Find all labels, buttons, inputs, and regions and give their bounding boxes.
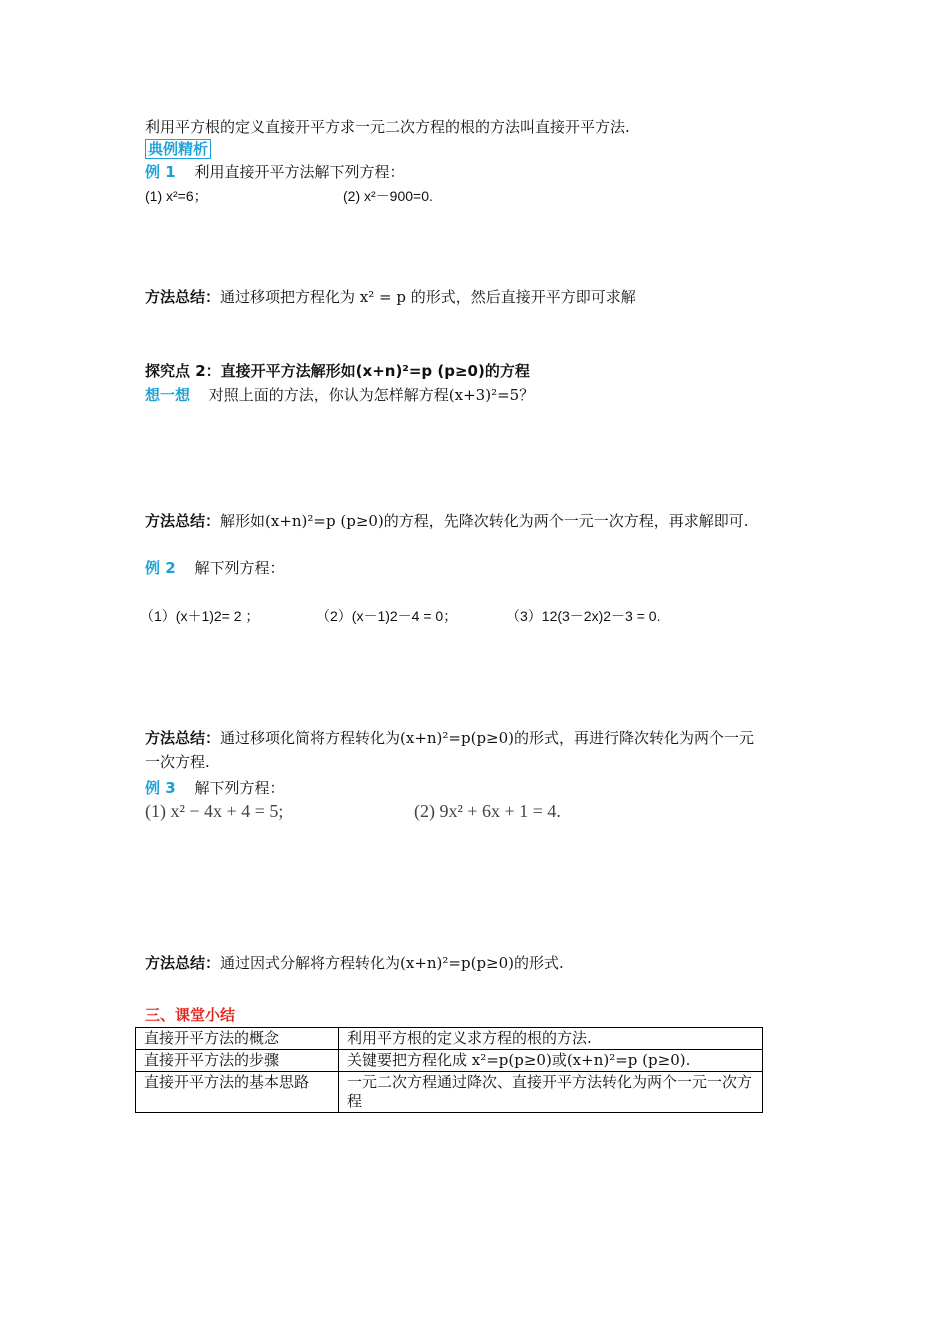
- example1-line: [145, 161, 404, 182]
- think-label: 想一想: [145, 386, 191, 404]
- example3-text: 解下列方程：: [194, 779, 285, 797]
- example2-item-3: （3）12(3－2x)2－3 = 0.: [506, 608, 661, 624]
- example2-text: 解下列方程：: [194, 559, 285, 577]
- example1-item-1: (1) x²=6；: [145, 188, 208, 204]
- method3-line1: 通过移项化简将方程转化为(x+n)²=p(p≥0)的形式，再进行降次转化为两个一元: [220, 729, 755, 747]
- example1-label: 例 1: [145, 163, 176, 181]
- method1-text: 通过移项把方程化为 x² = p 的形式，然后直接开平方即可求解: [220, 288, 636, 306]
- method2-label: 方法总结：: [145, 512, 221, 530]
- example2-item-1: （1）(x＋1)2= 2 ；: [140, 608, 260, 624]
- table-cell-value: 利用平方根的定义求方程的根的方法.: [339, 1028, 763, 1050]
- table-row: [136, 1072, 763, 1113]
- example2-line: [145, 557, 284, 578]
- method-summary-2: [145, 510, 749, 531]
- summary-table: [135, 1027, 763, 1113]
- example1-text: 利用直接开平方法解下列方程：: [194, 163, 405, 181]
- example3-line: [145, 777, 284, 798]
- method4-label: 方法总结：: [145, 954, 221, 972]
- table-cell-value: 关键要把方程化成 x²=p(p≥0)或(x+n)²=p (p≥0).: [339, 1050, 763, 1072]
- method-summary-3: [145, 727, 754, 748]
- example3-item-1: (1) x² − 4x + 4 = 5;: [145, 801, 284, 821]
- table-cell-value: 一元二次方程通过降次、直接开平方法转化为两个一元一次方程: [339, 1072, 763, 1113]
- table-cell-key: 直接开平方法的概念: [136, 1028, 339, 1050]
- method1-label: 方法总结：: [145, 288, 221, 306]
- example3-label: 例 3: [145, 779, 176, 797]
- table-row: [136, 1028, 763, 1050]
- section-heading: [145, 138, 211, 159]
- table-cell-key: 直接开平方法的步骤: [136, 1050, 339, 1072]
- example2-item-2: （2）(x－1)2－4 = 0；: [316, 608, 458, 624]
- explore-point-2-heading: 探究点 2：直接开平方法解形如(x+n)²=p (p≥0)的方程: [145, 362, 530, 380]
- example2-label: 例 2: [145, 559, 176, 577]
- table-row: [136, 1050, 763, 1072]
- method3-line2: 一次方程.: [145, 753, 210, 771]
- table-cell-key: 直接开平方法的基本思路: [136, 1072, 339, 1113]
- method2-text: 解形如(x+n)²=p (p≥0)的方程，先降次转化为两个一元一次方程，再求解即可.: [220, 512, 749, 530]
- class-summary-title: 三、课堂小结: [145, 1006, 236, 1024]
- think-text: 对照上面的方法，你认为怎样解方程(x+3)²=5？: [208, 386, 535, 404]
- intro-paragraph: 利用平方根的定义直接开平方求一元二次方程的根的方法叫直接开平方法.: [145, 118, 630, 136]
- example3-item-2: (2) 9x² + 6x + 1 = 4.: [414, 801, 561, 821]
- think-line: [145, 384, 534, 405]
- section-heading-label: 典例精析: [145, 139, 211, 159]
- method-summary-4: [145, 952, 564, 973]
- method-summary-1: [145, 286, 636, 307]
- method4-text: 通过因式分解将方程转化为(x+n)²=p(p≥0)的形式.: [220, 954, 564, 972]
- example1-item-2: (2) x²－900=0.: [343, 188, 433, 204]
- method3-label: 方法总结：: [145, 729, 221, 747]
